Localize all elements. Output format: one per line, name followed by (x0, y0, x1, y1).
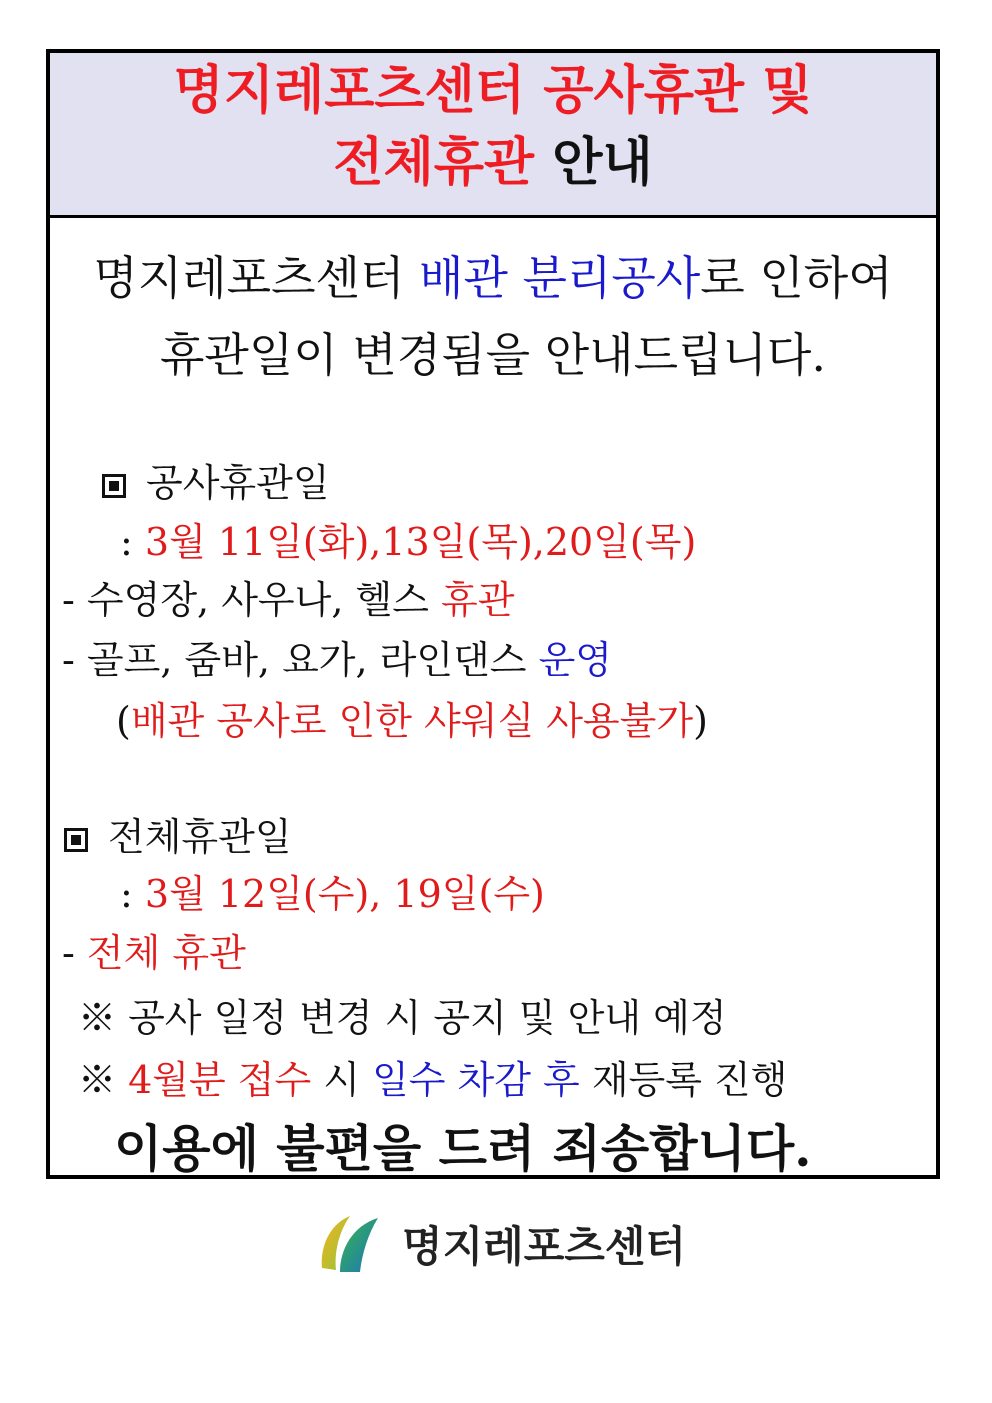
full-closure-heading: 전체휴관일 (64, 813, 292, 861)
title-line-2 (50, 129, 936, 197)
full-closure-dates: : 3월 12일(수), 19일(수) (120, 872, 545, 916)
shower-notice-line: (배관 공사로 인한 샤워실 사용불가) (116, 699, 708, 743)
checkbox-square-icon (64, 828, 88, 852)
footer-center-name: 명지레포츠센터 (402, 1222, 687, 1271)
intro-line-2: 휴관일이 변경됨을 안내드립니다. (160, 328, 826, 382)
checkbox-square-icon (102, 474, 126, 498)
closed-facilities-line: - 수영장, 사우나, 헬스 휴관 (62, 578, 515, 622)
footer-brand (316, 1212, 686, 1276)
full-closure-line: - 전체 휴관 (62, 931, 246, 975)
title-band (50, 53, 936, 218)
notice-box (46, 49, 940, 1179)
open-facilities-line: - 골프, 줌바, 요가, 라인댄스 운영 (62, 638, 612, 682)
intro-line-1: 명지레포츠센터 배관 분리공사로 인하여 (93, 251, 893, 305)
closing-apology: 이용에 불편을 드려 죄송합니다. (114, 1119, 812, 1178)
title-full-closure: 전체휴관 (333, 133, 535, 193)
leaf-logo-icon (316, 1212, 382, 1276)
title-notice: 안내 (552, 133, 653, 193)
note-schedule-change: ※ 공사 일정 변경 시 공지 및 안내 예정 (78, 996, 727, 1040)
construction-closure-heading: 공사휴관일 (102, 459, 330, 507)
note-reregistration: ※ 4월분 접수 시 일수 차감 후 재등록 진행 (78, 1058, 788, 1102)
intro-highlight: 배관 분리공사 (419, 251, 701, 305)
title-line-1: 명지레포츠센터 공사휴관 및 (173, 61, 813, 121)
construction-closure-dates: : 3월 11일(화),13일(목),20일(목) (120, 520, 697, 564)
